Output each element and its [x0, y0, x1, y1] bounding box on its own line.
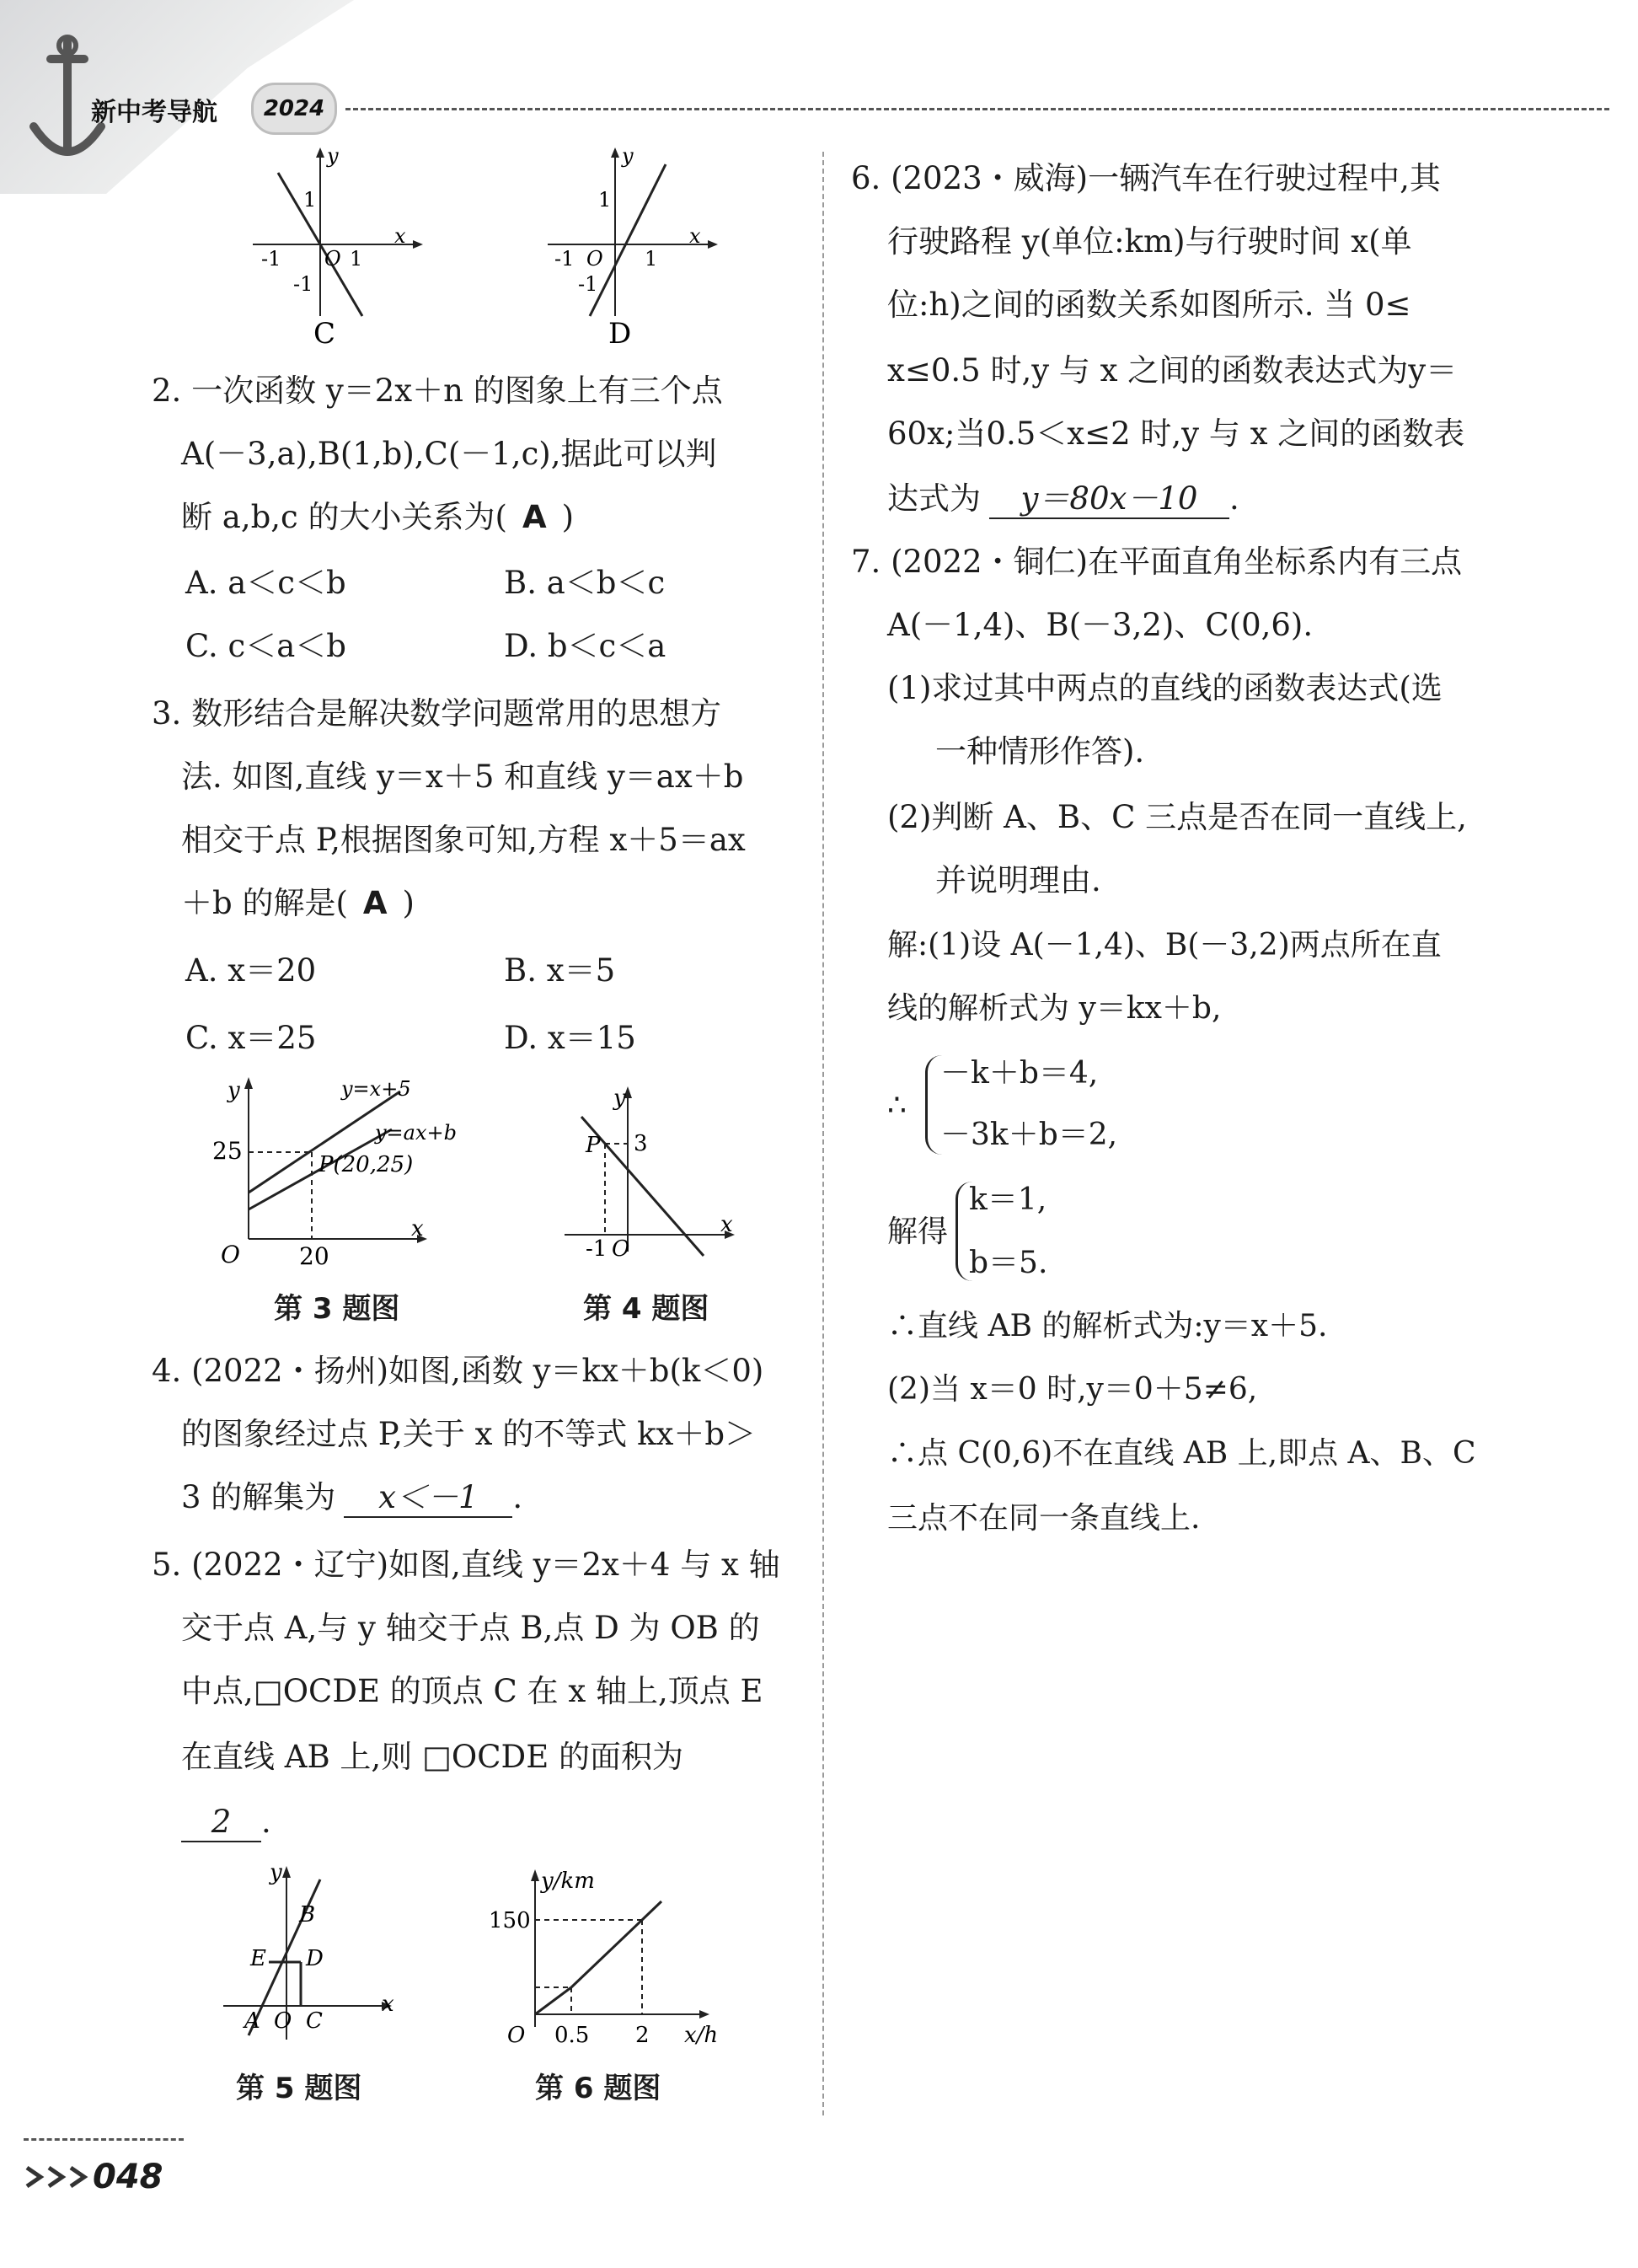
- fig-c-x-label: x: [394, 224, 406, 248]
- solution-conclusion-2: 三点不在同一条直线上.: [887, 1501, 1201, 1536]
- figure-option-d: [539, 147, 725, 350]
- fig-d-label: D: [608, 317, 632, 350]
- q3-option-b: B. x＝5: [504, 952, 616, 989]
- fig-d-tick: 1: [645, 247, 658, 271]
- column-divider: [822, 152, 824, 2115]
- fig-c-tick: -1: [261, 247, 281, 271]
- fig3-caption: 第 3 题图: [274, 1292, 400, 1326]
- q3-line-2: 法. 如图,直线 y＝x＋5 和直线 y＝ax＋b: [181, 759, 744, 795]
- fig5-label-b: B: [299, 1902, 316, 1928]
- q5-line-3: 中点,□OCDE 的顶点 C 在 x 轴上,顶点 E: [181, 1673, 763, 1709]
- fig6-caption: 第 6 题图: [535, 2072, 661, 2105]
- figure-3: [202, 1070, 489, 1273]
- page-number: 048: [93, 2158, 163, 2196]
- fig-c-y-label: y: [327, 147, 339, 168]
- q3-option-c: C. x＝25: [185, 1020, 317, 1056]
- fig5-caption: 第 5 题图: [236, 2072, 362, 2105]
- q7-line-2: A(－1,4)、B(－3,2)、C(0,6).: [887, 607, 1314, 643]
- fig-d-origin: O: [586, 247, 603, 271]
- solution-line-1: 解:(1)设 A(－1,4)、B(－3,2)两点所在直: [887, 928, 1442, 962]
- q6-line-6: 达式为 y＝80x－10 .: [887, 480, 1239, 519]
- solution-eq-1: －k＋b＝4,: [940, 1056, 1099, 1091]
- q2-line-3: 断 a,b,c 的大小关系为( A ): [181, 499, 575, 535]
- fig3-x-value: 20: [299, 1242, 329, 1270]
- fig5-y-axis: y: [270, 1863, 282, 1885]
- fig4-y-axis: y: [613, 1086, 626, 1111]
- fig-d-tick: -1: [578, 272, 598, 296]
- q7-line-4: 一种情形作答).: [935, 733, 1145, 769]
- fig3-x-axis: x: [411, 1216, 424, 1241]
- solution-eq-2: －3k＋b＝2,: [940, 1118, 1118, 1152]
- header-divider: [345, 108, 1609, 110]
- fig6-y-value: 150: [489, 1908, 531, 1933]
- figure-5: [215, 1863, 409, 2056]
- q5-line-2: 交于点 A,与 y 轴交于点 B,点 D 为 OB 的: [181, 1610, 760, 1646]
- q4-line-3: 3 的解集为 x＜－1 .: [181, 1479, 522, 1518]
- fig-c-tick: 1: [350, 247, 363, 271]
- fig3-point-label: P(20,25): [318, 1152, 414, 1177]
- fig5-label-o: O: [274, 2008, 292, 2034]
- fig-d-y-label: y: [622, 147, 634, 168]
- fig6-x-axis: x/h: [684, 2023, 719, 2048]
- fig-c-origin: O: [324, 247, 341, 271]
- fig5-label-e: E: [250, 1946, 266, 1971]
- footer-divider: [24, 2138, 184, 2141]
- fig4-origin: O: [612, 1236, 630, 1262]
- q3-line-1: 3. 数形结合是解决数学问题常用的思想方: [152, 695, 722, 732]
- fig3-line1-label: y=x+5: [341, 1077, 411, 1101]
- q6-line-4: x≤0.5 时,y 与 x 之间的函数表达式为y＝: [887, 352, 1458, 389]
- fig-d-tick: -1: [554, 247, 575, 271]
- fig-d-tick: 1: [598, 188, 612, 212]
- q2-option-c: C. c＜a＜b: [185, 628, 346, 664]
- fig6-x-value-2: 2: [635, 2023, 650, 2048]
- figure-4: [548, 1083, 750, 1268]
- fig-d-x-label: x: [689, 224, 701, 248]
- fig6-x-value-1: 0.5: [554, 2023, 590, 2048]
- solution-part-2: (2)当 x＝0 时,y＝0＋5≠6,: [887, 1372, 1258, 1407]
- fig3-y-axis: y: [228, 1078, 240, 1103]
- fig4-x-axis: x: [720, 1212, 733, 1237]
- fig4-point-label: P: [586, 1133, 601, 1158]
- figure-6: [489, 1863, 741, 2056]
- header-title: 新中考导航: [91, 98, 217, 127]
- fig6-origin: O: [507, 2023, 526, 2048]
- q5-answer: 2: [181, 1804, 261, 1842]
- q6-answer: y＝80x－10: [989, 480, 1229, 519]
- figure-option-c: [244, 147, 430, 350]
- q7-line-5: (2)判断 A、B、C 三点是否在同一直线上,: [887, 799, 1467, 835]
- fig3-y-value: 25: [212, 1137, 243, 1165]
- q4-line-2: 的图象经过点 P,关于 x 的不等式 kx＋b＞: [181, 1416, 757, 1452]
- q6-line-2: 行驶路程 y(单位:km)与行驶时间 x(单: [887, 223, 1412, 260]
- q3-line-3: 相交于点 P,根据图象可知,方程 x＋5＝ax: [181, 822, 746, 858]
- q3-line-4: ＋b 的解是( A ): [181, 885, 415, 921]
- fig5-label-a: A: [244, 2008, 260, 2034]
- q2-option-a: A. a＜c＜b: [185, 565, 346, 601]
- fig5-label-c: C: [306, 2008, 323, 2034]
- solution-b: b＝5.: [969, 1246, 1048, 1280]
- fig-c-tick: -1: [293, 272, 313, 296]
- solution-conclusion-1: ∴点 C(0,6)不在直线 AB 上,即点 A、B、C: [887, 1436, 1476, 1471]
- q5-line-5: 2 .: [181, 1804, 271, 1842]
- q2-answer: A: [522, 499, 547, 535]
- q2-option-b: B. a＜b＜c: [504, 565, 666, 601]
- solution-line-ab: ∴直线 AB 的解析式为:y＝x＋5.: [887, 1309, 1328, 1343]
- fig5-label-d: D: [306, 1946, 324, 1971]
- fig4-caption: 第 4 题图: [583, 1292, 709, 1326]
- q2-option-d: D. b＜c＜a: [504, 628, 666, 664]
- solution-solve: 解得: [887, 1214, 949, 1249]
- fig-c-tick: 1: [303, 188, 317, 212]
- fig4-y-value: 3: [634, 1131, 648, 1156]
- q6-line-5: 60x;当0.5＜x≤2 时,y 与 x 之间的函数表: [887, 416, 1465, 452]
- fig5-x-axis: x: [382, 1992, 394, 2017]
- q7-line-3: (1)求过其中两点的直线的函数表达式(选: [887, 670, 1443, 706]
- header-year-badge: 2024: [251, 83, 337, 135]
- fig3-origin: O: [221, 1241, 240, 1268]
- fig4-x-value: -1: [586, 1236, 608, 1262]
- q2-line-2: A(－3,a),B(1,b),C(－1,c),据此可以判: [181, 436, 717, 472]
- q3-option-d: D. x＝15: [504, 1020, 636, 1056]
- q7-line-6: 并说明理由.: [935, 862, 1101, 898]
- solution-k: k＝1,: [969, 1182, 1047, 1217]
- q6-line-3: 位:h)之间的函数关系如图所示. 当 0≤: [887, 287, 1411, 323]
- solution-line-2: 线的解析式为 y＝kx＋b,: [887, 991, 1222, 1026]
- q6-line-1: 6. (2023・威海)一辆汽车在行驶过程中,其: [851, 160, 1441, 196]
- q4-answer: x＜－1: [344, 1479, 512, 1518]
- q3-answer: A: [362, 885, 388, 921]
- q5-line-1: 5. (2022・辽宁)如图,直线 y＝2x＋4 与 x 轴: [152, 1547, 780, 1583]
- q2-line-1: 2. 一次函数 y＝2x＋n 的图象上有三个点: [152, 373, 723, 409]
- q4-line-1: 4. (2022・扬州)如图,函数 y＝kx＋b(k＜0): [152, 1353, 764, 1389]
- q7-line-1: 7. (2022・铜仁)在平面直角坐标系内有三点: [851, 544, 1463, 580]
- fig-c-label: C: [313, 317, 336, 350]
- q5-line-4: 在直线 AB 上,则 □OCDE 的面积为: [181, 1739, 683, 1775]
- q3-option-a: A. x＝20: [185, 952, 317, 989]
- fig6-y-axis: y/km: [541, 1869, 595, 1894]
- fig3-line2-label: y=ax+b: [375, 1121, 457, 1145]
- solution-therefore: ∴: [887, 1088, 907, 1123]
